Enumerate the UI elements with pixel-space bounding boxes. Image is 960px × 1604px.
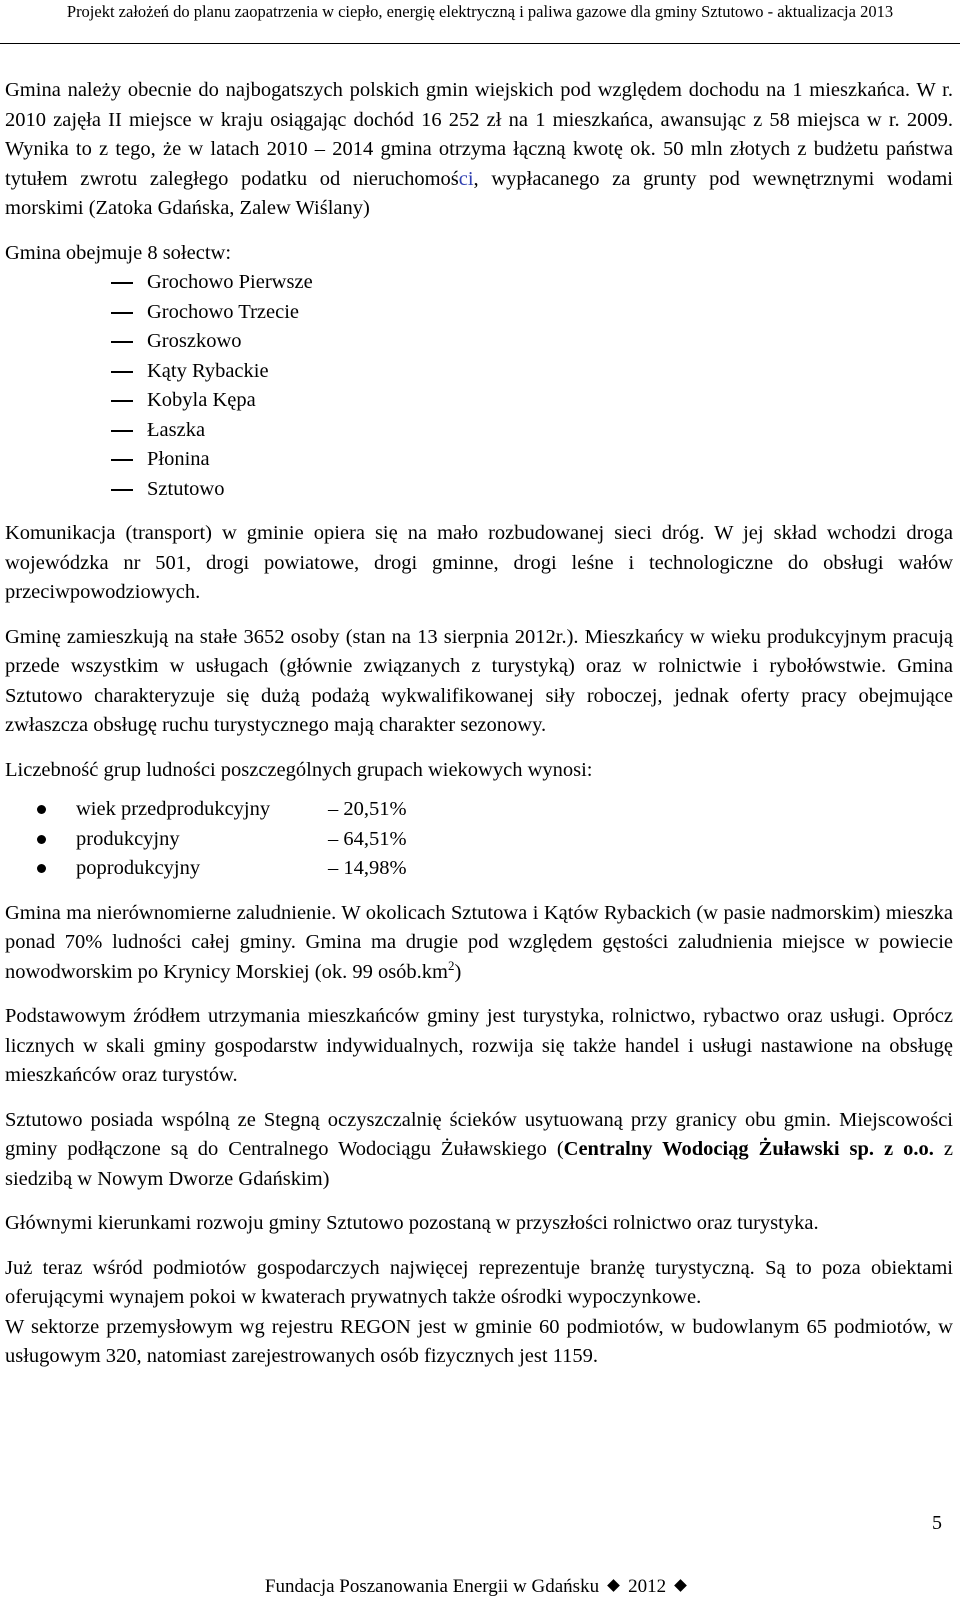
diamond-icon <box>674 1579 687 1592</box>
list-item: Łaszka <box>5 416 953 446</box>
list-item: poprodukcyjny – 14,98% <box>5 854 953 884</box>
paragraph-komunikacja: Komunikacja (transport) w gminie opiera się na mało rozbudowanej sieci dróg. W jej skład wchodzi droga wojewódzka nr 501, drogi powiatowe, drogi gminne, drogi leśne i technologiczne do obsługi wałów przeciwpowodziowych. <box>5 522 953 603</box>
list-item: Kobyla Kępa <box>5 386 953 416</box>
list-item: Grochowo Trzecie <box>5 298 953 328</box>
list-item: produkcyjny – 64,51% <box>5 825 953 855</box>
page-footer <box>0 1575 960 1599</box>
header-title: Projekt założeń do planu zaopatrzenia w ciepło, energię elektryczną i paliwa gazowe dla gminy Sztutowo - aktualizacja 2013 <box>66 2 894 21</box>
wiek-list <box>5 795 953 884</box>
bullet-icon <box>37 864 46 873</box>
wiek-intro: Liczebność grup ludności poszczególnych grupach wiekowych wynosi: <box>5 758 593 781</box>
paragraph-podmioty: Już teraz wśród podmiotów gospodarczych najwięcej reprezentuje branżę turystyczną. Są to poza obiektami oferującymi wynajem pokoi w kwaterach prywatnych także ośrodki wypoczynkowe. <box>5 1256 953 1308</box>
bullet-icon <box>37 805 46 814</box>
footer-year: 2012 <box>628 1576 667 1597</box>
paragraph-regon: W sektorze przemysłowym wg rejestru REGON jest w gminie 60 podmiotów, w budowlanym 65 podmiotów, w usługowym 320, natomiast zarejestrowanych osób fizycznych jest 1159. <box>5 1315 953 1367</box>
list-item: Grochowo Pierwsze <box>5 268 953 298</box>
dash-icon <box>111 282 133 284</box>
document-body <box>5 76 953 1372</box>
dash-icon <box>111 430 133 432</box>
dash-icon <box>111 371 133 373</box>
dash-icon <box>111 489 133 491</box>
list-item: Płonina <box>5 445 953 475</box>
paragraph-ludnosc: Gminę zamieszkują na stałe 3652 osoby (stan na 13 sierpnia 2012r.). Mieszkańcy w wieku produkcyjnym pracują przede wszystkim w usługach (głównie związanych z turystyką) oraz w rolnictwie i rybołówstwie. Gmina Sztutowo charakteryzuje się dużą podażą wykwalifikowanej siły roboczej, jednak oferty pracy obejmujące zwłaszcza obsługę ruchu turystycznego mają charakter sezonowy. <box>5 625 953 736</box>
footer-org: Fundacja Poszanowania Energii w Gdańsku <box>264 1576 600 1597</box>
list-item: Kąty Rybackie <box>5 357 953 387</box>
list-item: wiek przedprodukcyjny – 20,51% <box>5 795 953 825</box>
bullet-icon <box>37 835 46 844</box>
list-item: Sztutowo <box>5 475 953 505</box>
paragraph-utrzymanie: Podstawowym źródłem utrzymania mieszkańców gminy jest turystyka, rolnictwo, rybactwo oraz usługi. Oprócz licznych w skali gminy gospodarstw indywidualnych, rozwija się także handel i usługi nastawione na obsługę mieszkańców oraz turystów. <box>5 1005 953 1086</box>
diamond-icon <box>607 1579 620 1592</box>
dash-icon <box>111 312 133 314</box>
dash-icon <box>111 400 133 402</box>
paragraph-oczyszczalnia: Sztutowo posiada wspólną ze Stegną oczyszczalnię ścieków usytuowaną przy granicy obu gmin. Miejscowości gminy podłączone są do Centralnego Wodociągu Żuławskiego (Centralny Wodociąg Żuławski sp. z o.o. z siedzibą w Nowym Dworze Gdańskim) <box>5 1108 953 1190</box>
dash-icon <box>111 341 133 343</box>
paragraph-zaludnienie: Gmina ma nierównomierne zaludnienie. W okolicach Sztutowa i Kątów Rybackich (w pasie nadmorskim) mieszka ponad 70% ludności całej gminy. Gmina ma drugie pod względem gęstości zaludnienia miejsce w powiecie nowodworskim po Krynicy Morskiej (ok. 99 $osób.km^2$) <box>5 901 953 983</box>
page-header <box>0 0 960 44</box>
list-item: Groszkowo <box>5 327 953 357</box>
paragraph-kierunki: Głównymi kierunkami rozwoju gminy Sztutowo pozostaną w przyszłości rolnictwo oraz turystyka. <box>5 1212 819 1234</box>
paragraph-dochod: Gmina należy obecnie do najbogatszych polskich gmin wiejskich pod względem dochodu na 1 mieszkańca. W r. 2010 zajęła II miejsce w kraju osiągając dochód 16 252 zł na 1 mieszkańca, awansując z 58 miejsca w r. 2009. Wynika to z tego, że w latach 2010 – 2014 gmina otrzyma łączną kwotę ok. 50 mln złotych z budżetu państwa tytułem zwrotu zaległego podatku od nieruchomości, wypłacanego za grunty pod wewnętrznymi wodami morskimi (Zatoka Gdańska, Zalew Wiślany) <box>5 79 954 219</box>
solectwa-intro: Gmina obejmuje 8 sołectw: <box>5 241 232 264</box>
page-number: 5 <box>932 1512 942 1534</box>
solectwa-list <box>5 268 953 504</box>
dash-icon <box>111 459 133 461</box>
